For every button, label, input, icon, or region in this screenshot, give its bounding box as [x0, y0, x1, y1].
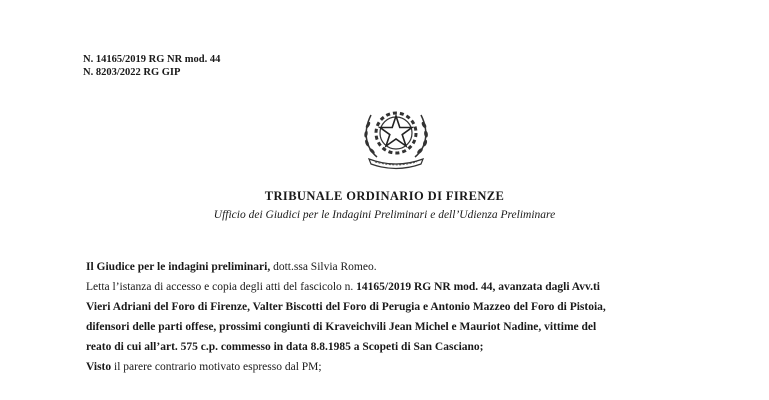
court-name: TRIBUNALE ORDINARIO DI FIRENZE — [264, 189, 505, 203]
body-line-4 — [86, 320, 596, 334]
court-office: Ufficio dei Giudici per le Indagini Preliminari e dell’Udienza Preliminare — [213, 209, 556, 221]
crime-text: reato di cui all’art. 575 c.p. commesso in data 8.8.1985 a Scopeti di San Casciano; — [86, 341, 484, 353]
case-number-nr: N. 14165/2019 RG NR mod. 44 — [83, 54, 221, 65]
body-line-3 — [86, 300, 606, 314]
judge-title: Il Giudice per le indagini preliminari, — [86, 261, 271, 273]
visto-label: Visto — [86, 361, 112, 373]
lawyers-text: Vieri Adriani del Foro di Firenze, Valter Biscotti del Foro di Perugia e Antonio Mazzeo del Foro di Pistoia, — [86, 301, 606, 313]
defenders-text: difensori delle parti offese, prossimi congiunti di Kraveichvili Jean Michel e Mauriot Nadine, vittime del — [86, 321, 597, 333]
case-number-gip: N. 8203/2022 RG GIP — [83, 67, 181, 78]
body-line-6 — [86, 360, 322, 374]
judge-name: dott.ssa Silvia Romeo. — [270, 261, 377, 273]
judge-line — [86, 260, 377, 274]
pm-opinion-text: il parere contrario motivato espresso dal PM; — [111, 361, 322, 373]
body-line-5 — [86, 340, 484, 354]
body-line-2 — [86, 280, 600, 294]
request-case-ref: 14165/2019 RG NR mod. 44, avanzata dagli Avv.ti — [356, 281, 600, 293]
italian-republic-emblem-icon — [355, 103, 437, 171]
request-intro: Letta l’istanza di accesso e copia degli atti del fascicolo n. — [86, 281, 357, 293]
